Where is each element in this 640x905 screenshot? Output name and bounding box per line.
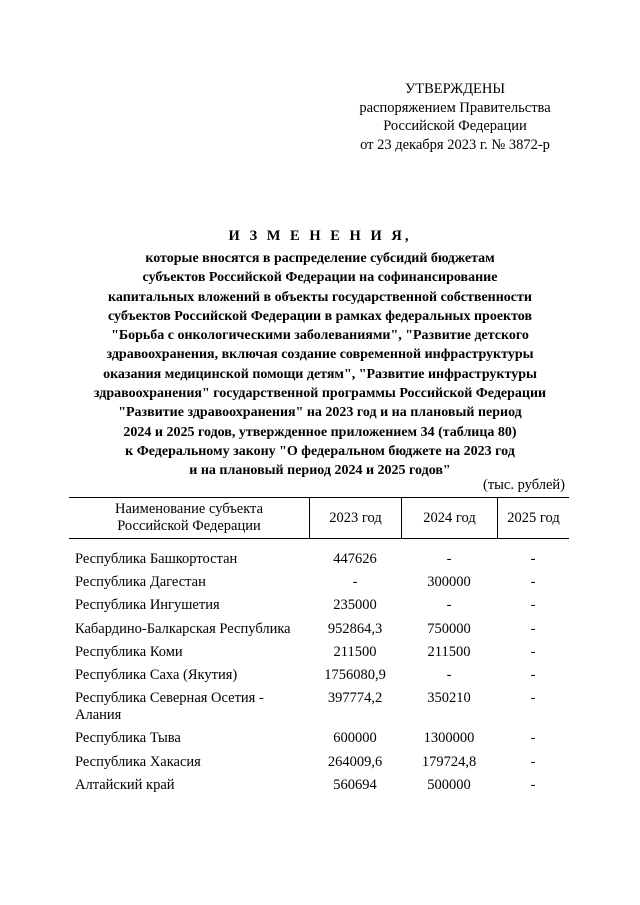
- subsidy-table: [69, 497, 569, 800]
- subtitle-line: здравоохранения" государственной программы Российской Федерации: [93, 386, 547, 402]
- table-row: [69, 621, 569, 638]
- region-name: Республика Дагестан: [75, 574, 206, 591]
- value-2023: 560694: [333, 776, 377, 793]
- value-2025: -: [530, 753, 536, 770]
- value-2024: 179724,8: [421, 753, 477, 770]
- table-header: [69, 497, 569, 539]
- approval-line: Российской Федерации: [383, 118, 527, 134]
- value-2024: 750000: [427, 620, 471, 637]
- region-name: Республика Саха (Якутия): [75, 666, 238, 683]
- value-2025: -: [530, 776, 536, 793]
- value-2024: 500000: [427, 776, 471, 793]
- value-2025: -: [530, 551, 536, 567]
- value-2023: 952864,3: [327, 620, 383, 637]
- header-region: [69, 498, 309, 538]
- table-row: [69, 597, 569, 614]
- value-2023: 1756080,9: [324, 666, 386, 683]
- region-name: Республика Башкортостан: [75, 551, 238, 567]
- subtitle-line: здравоохранения, включая создание современной инфраструктуры: [106, 347, 534, 363]
- value-2023: 235000: [333, 597, 377, 614]
- header-2024: 2024 год: [401, 498, 497, 538]
- subtitle-line: субъектов Российской Федерации на софинансирование: [142, 270, 498, 286]
- value-2024: 300000: [427, 574, 471, 591]
- value-2025: -: [530, 730, 536, 747]
- subtitle-line: оказания медицинской помощи детям", "Развитие инфраструктуры: [103, 366, 537, 382]
- table-row: [69, 551, 569, 568]
- value-2023: 264009,6: [327, 753, 383, 770]
- units-label: (тыс. рублей): [483, 477, 565, 493]
- table-row: [69, 667, 569, 684]
- subtitle-line: 2024 и 2025 годов, утвержденное приложением 34 (таблица 80): [123, 424, 517, 440]
- value-2023: 211500: [333, 643, 377, 660]
- subtitle-line: субъектов Российской Федерации в рамках федеральных проектов: [107, 308, 533, 324]
- subtitle-line: капитальных вложений в объекты государственной собственности: [108, 289, 532, 305]
- header-2025: 2025 год: [497, 498, 569, 538]
- value-2023: 600000: [333, 730, 377, 747]
- document-title: И З М Е Н Е Н И Я,: [228, 228, 412, 244]
- document-subtitle: [60, 249, 580, 481]
- table-row: [69, 754, 569, 771]
- region-name: [69, 690, 309, 724]
- table-row: [69, 690, 569, 724]
- subtitle-line: к Федеральному закону "О федеральном бюджете на 2023 год: [125, 443, 515, 459]
- subtitle-line: и на плановый период 2024 и 2025 годов": [189, 463, 451, 479]
- approval-block: [330, 80, 580, 154]
- header-2023: 2023 год: [309, 498, 401, 538]
- subtitle-line: которые вносятся в распределение субсидий бюджетам: [145, 251, 495, 266]
- subtitle-line: "Борьба с онкологическими заболеваниями", "Развитие детского: [111, 328, 529, 344]
- value-2025: -: [530, 690, 536, 707]
- region-name-line: Алания: [75, 707, 122, 724]
- header-region-line: Российской Федерации: [117, 518, 261, 534]
- value-2025: -: [530, 574, 536, 591]
- region-name: Республика Хакасия: [75, 753, 201, 770]
- value-2024: -: [446, 597, 452, 614]
- region-name-line: Республика Северная Осетия -: [75, 690, 264, 707]
- value-2024: 350210: [427, 690, 471, 707]
- subtitle-line: "Развитие здравоохранения" на 2023 год и на плановый период: [118, 405, 522, 421]
- value-2024: 211500: [427, 643, 471, 660]
- value-2023: 397774,2: [327, 690, 383, 707]
- table-row: [69, 574, 569, 591]
- region-name: Республика Тыва: [75, 730, 181, 747]
- region-name: Республика Коми: [75, 643, 183, 660]
- value-2024: 1300000: [423, 730, 475, 747]
- region-name: Алтайский край: [75, 776, 175, 793]
- table-row: [69, 644, 569, 661]
- value-2025: -: [530, 643, 536, 660]
- table-row: [69, 777, 569, 794]
- value-2023: -: [352, 574, 358, 591]
- value-2024: -: [446, 551, 452, 567]
- approval-line: распоряжением Правительства: [359, 99, 551, 116]
- approval-date-line: от 23 декабря 2023 г. № 3872-р: [360, 136, 550, 153]
- value-2025: -: [530, 597, 536, 614]
- approval-heading: УТВЕРЖДЕНЫ: [404, 81, 506, 97]
- value-2025: -: [530, 666, 536, 683]
- region-name: Республика Ингушетия: [75, 597, 220, 614]
- value-2025: -: [530, 620, 536, 637]
- value-2024: -: [446, 666, 452, 683]
- value-2023: 447626: [333, 551, 377, 567]
- header-region-line: Наименование субъекта: [114, 501, 264, 517]
- region-name: Кабардино-Балкарская Республика: [75, 620, 291, 637]
- table-row: [69, 730, 569, 747]
